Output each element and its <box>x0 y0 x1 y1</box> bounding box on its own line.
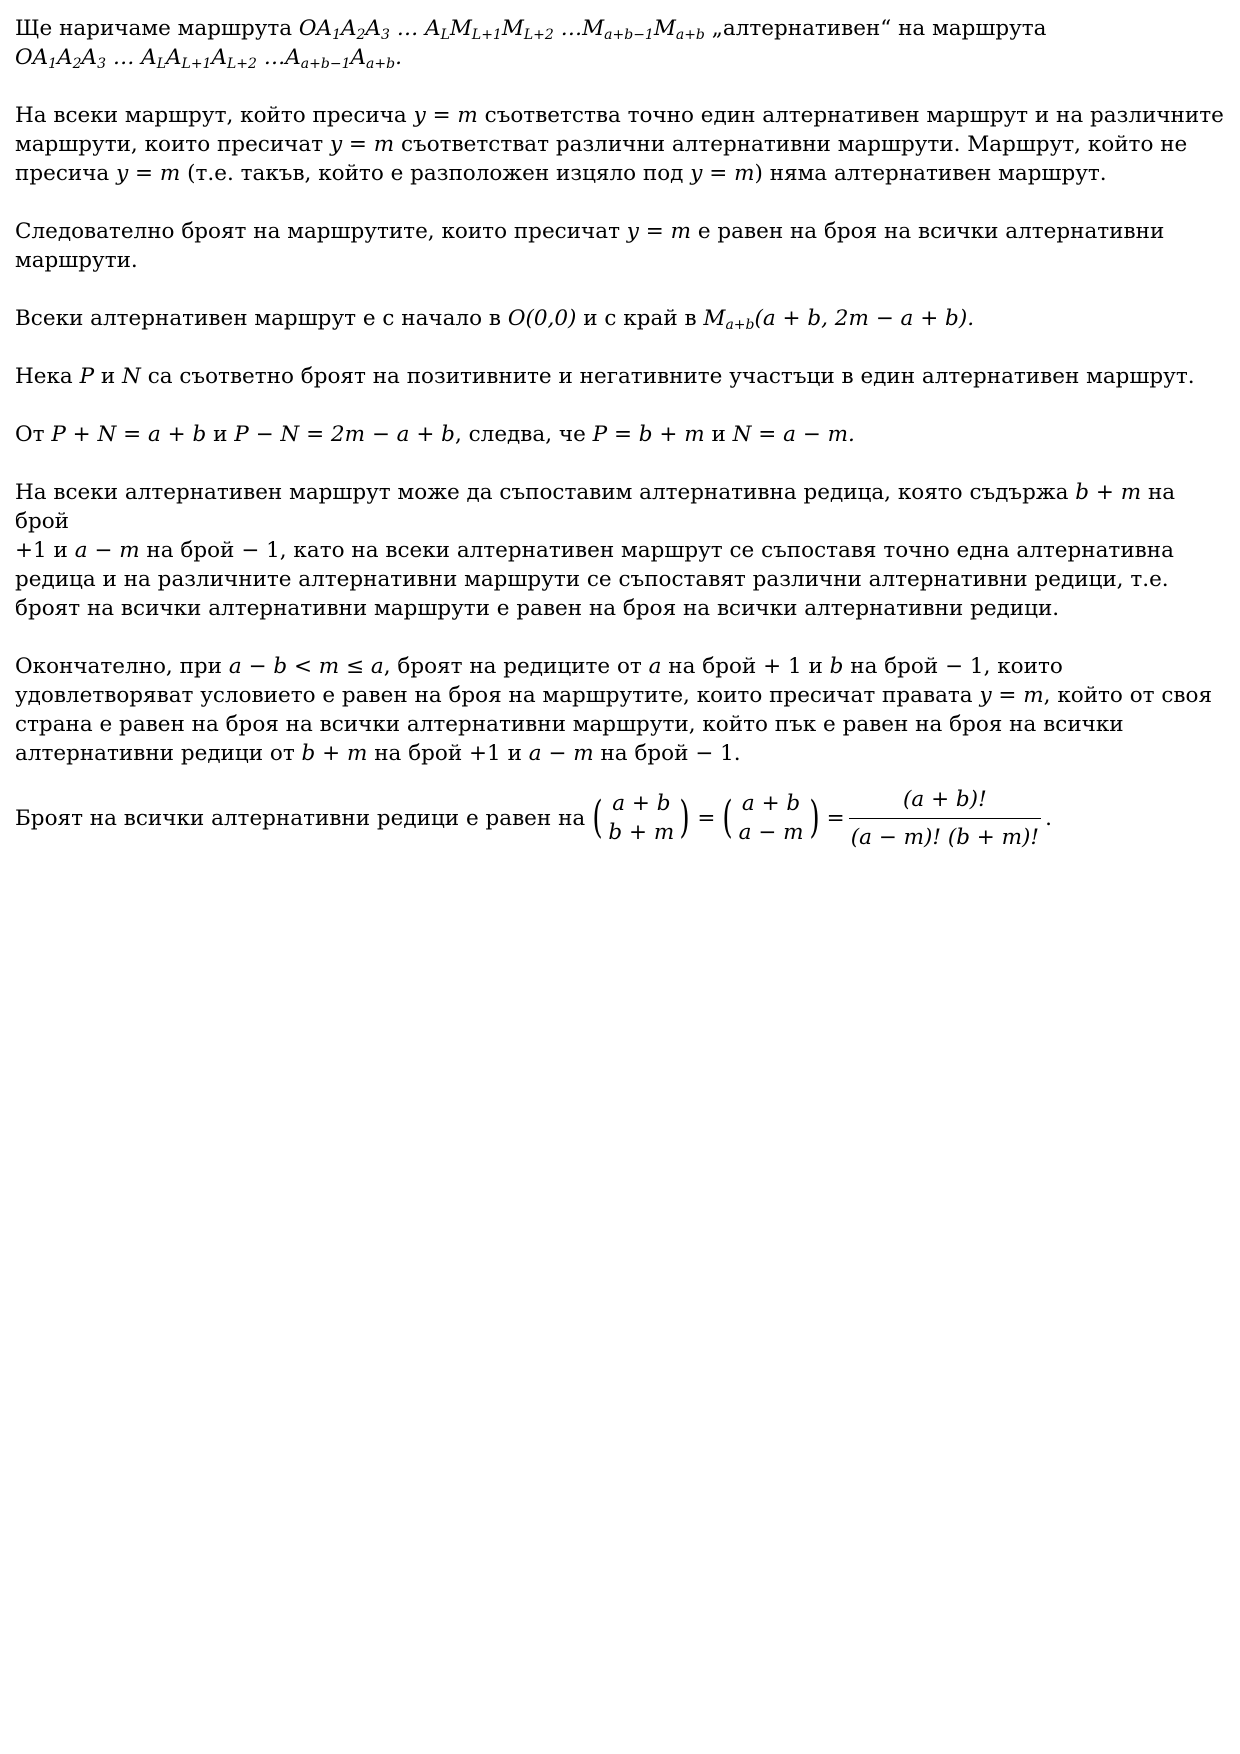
math-eq1: P + N = a + b <box>51 422 207 447</box>
text: пресича <box>15 161 117 186</box>
text: са съответно броят на позитивните и негативните участъци в един алтернативен маршрут. <box>140 364 1195 389</box>
math-minus-one: − 1 <box>241 538 280 563</box>
binomial-bottom: a − m <box>738 820 804 845</box>
math-y-eq-m: y = m <box>690 161 755 186</box>
text: Броят на всички алтернативни редици е равен на <box>15 805 586 831</box>
paragraph-start-end <box>15 304 1227 333</box>
binomial-coefficient-1 <box>589 789 693 847</box>
math-b-plus-m: b + m <box>301 741 368 766</box>
math-N: N <box>122 364 141 389</box>
math-route-alternative: $OA_1A_2A_3$ … $A_LM_{L+1}M_{L+2}$ $\dots M_{a+b-1}M_{a+b}$ <box>298 16 705 43</box>
period: . <box>1045 805 1052 831</box>
math-y-eq-m: y = m <box>413 103 478 128</box>
text: Ще наричаме маршрута <box>15 16 299 41</box>
document-page <box>15 0 1227 854</box>
text: Окончателно, при <box>15 654 229 679</box>
text: страна е равен на броя на всички алтернативни маршрути, който пък е равен на броя на всички <box>15 712 1124 737</box>
paragraph-equations <box>15 420 1227 449</box>
text: „алтернативен“ на маршрута <box>704 16 1047 41</box>
math-inequality: a − b < m ≤ a <box>228 654 384 679</box>
text: на брой <box>15 480 1176 534</box>
paragraph-final-formula <box>15 782 1227 854</box>
text: , който от своя <box>1043 683 1213 708</box>
text: Следователно броят на маршрутите, които пресичат <box>15 219 627 244</box>
text: е равен на броя на всички алтернативни <box>691 219 1165 244</box>
paragraph-p-n-definition <box>15 362 1227 391</box>
paragraph-bijection <box>15 101 1227 188</box>
text: на брой <box>367 741 470 766</box>
text: , броят на редиците от <box>383 654 649 679</box>
math-y-eq-m: y = m <box>626 219 692 244</box>
text: и с край в <box>576 306 704 331</box>
math-plus-one: + 1 <box>763 654 802 679</box>
text: и <box>46 538 75 563</box>
math-eq3: P = b + m <box>592 422 705 447</box>
text: на брой <box>843 654 946 679</box>
fraction-numerator: (a + b)! <box>903 786 987 812</box>
paragraph-consequence <box>15 217 1227 275</box>
math-y-eq-m: y = m <box>979 683 1044 708</box>
fraction <box>849 785 1041 852</box>
math-eq2: P − N = 2m − a + b <box>234 422 455 447</box>
text: и <box>206 422 235 447</box>
text: маршрути. <box>15 248 138 273</box>
text: и <box>704 422 733 447</box>
math-route-original: $OA_1A_2A_3$ … $A_LA_{L+1}A_{L+2}$ $\dots A_{a+b-1}A_{a+b}$. <box>15 45 402 72</box>
text: (т.е. такъв, който е разположен изцяло под <box>180 161 691 186</box>
math-end-point-coords: (a + b, 2m − a + b). <box>754 306 975 331</box>
text: маршрути, които пресичат <box>15 132 330 157</box>
paragraph-sequence-correspondence <box>15 478 1227 623</box>
text: и <box>94 364 123 389</box>
text: На всеки алтернативен маршрут може да съпоставим алтернативна редица, която съдържа <box>15 480 1076 505</box>
right-paren: ) <box>679 792 690 843</box>
math-origin: O(0,0) <box>507 306 577 331</box>
text: съответстват различни алтернативни маршрути. Маршрут, който не <box>394 132 1188 157</box>
binomial-bottom: b + m <box>608 820 675 845</box>
math-P: P <box>79 364 95 389</box>
text: От <box>15 422 52 447</box>
math-end-point-label: $M_{a+b}$ <box>703 306 755 333</box>
paragraph-conclusion <box>15 652 1227 768</box>
text: на брой <box>593 741 696 766</box>
text: съответства точно един алтернативен маршрут и на различните <box>477 103 1224 128</box>
text: броят на всички алтернативни маршрути е равен на броя на всички алтернативни редици. <box>15 596 1060 621</box>
math-b-plus-m: b + m <box>1075 480 1142 505</box>
math-b: b <box>829 654 844 679</box>
binomial-stack <box>737 789 806 847</box>
binomial-top: a + b <box>741 791 801 816</box>
equals-sign: = <box>697 805 716 831</box>
binomial-coefficient-2 <box>719 789 822 847</box>
text: ) няма алтернативен маршрут. <box>754 161 1107 186</box>
fraction-denominator: (a − m)! (b + m)! <box>849 818 1041 852</box>
math-y-eq-m: y = m <box>329 132 395 157</box>
text: редица и на различните алтернативни маршрути се съпоставят различни алтернативни редици, т.е. <box>15 567 1169 592</box>
text: удовлетворяват условието е равен на броя на маршрутите, които пресичат правата <box>15 683 980 708</box>
left-paren: ( <box>722 792 734 843</box>
left-paren: ( <box>592 792 603 843</box>
paragraph-alternative-route-definition <box>15 14 1227 72</box>
binomial-top: a + b <box>612 791 671 816</box>
math-a-minus-m: a − m <box>74 538 140 563</box>
text: алтернативни редици от <box>15 741 302 766</box>
text: Нека <box>15 364 80 389</box>
text: , следва, че <box>454 422 593 447</box>
equals-sign: = <box>826 805 845 831</box>
binomial-stack <box>606 789 676 847</box>
right-paren: ) <box>808 792 820 843</box>
math-a-minus-m: a − m <box>528 741 594 766</box>
math-plus-one: +1 <box>469 741 501 766</box>
text: Всеки алтернативен маршрут е с начало в <box>15 306 508 331</box>
text: и <box>500 741 529 766</box>
text: на брой <box>139 538 242 563</box>
text: На всеки маршрут, който пресича <box>15 103 414 128</box>
math-plus-one: +1 <box>15 538 47 563</box>
math-y-eq-m: y = m <box>116 161 181 186</box>
math-minus-one: − 1 <box>945 654 984 679</box>
text: на брой <box>661 654 764 679</box>
math-a: a <box>648 654 662 679</box>
text: , които <box>983 654 1063 679</box>
text: , като на всеки алтернативен маршрут се съпоставя точно една алтернативна <box>279 538 1174 563</box>
math-eq4: N = a − m. <box>732 422 855 447</box>
math-minus-one: − 1. <box>695 741 741 766</box>
text: и <box>801 654 830 679</box>
